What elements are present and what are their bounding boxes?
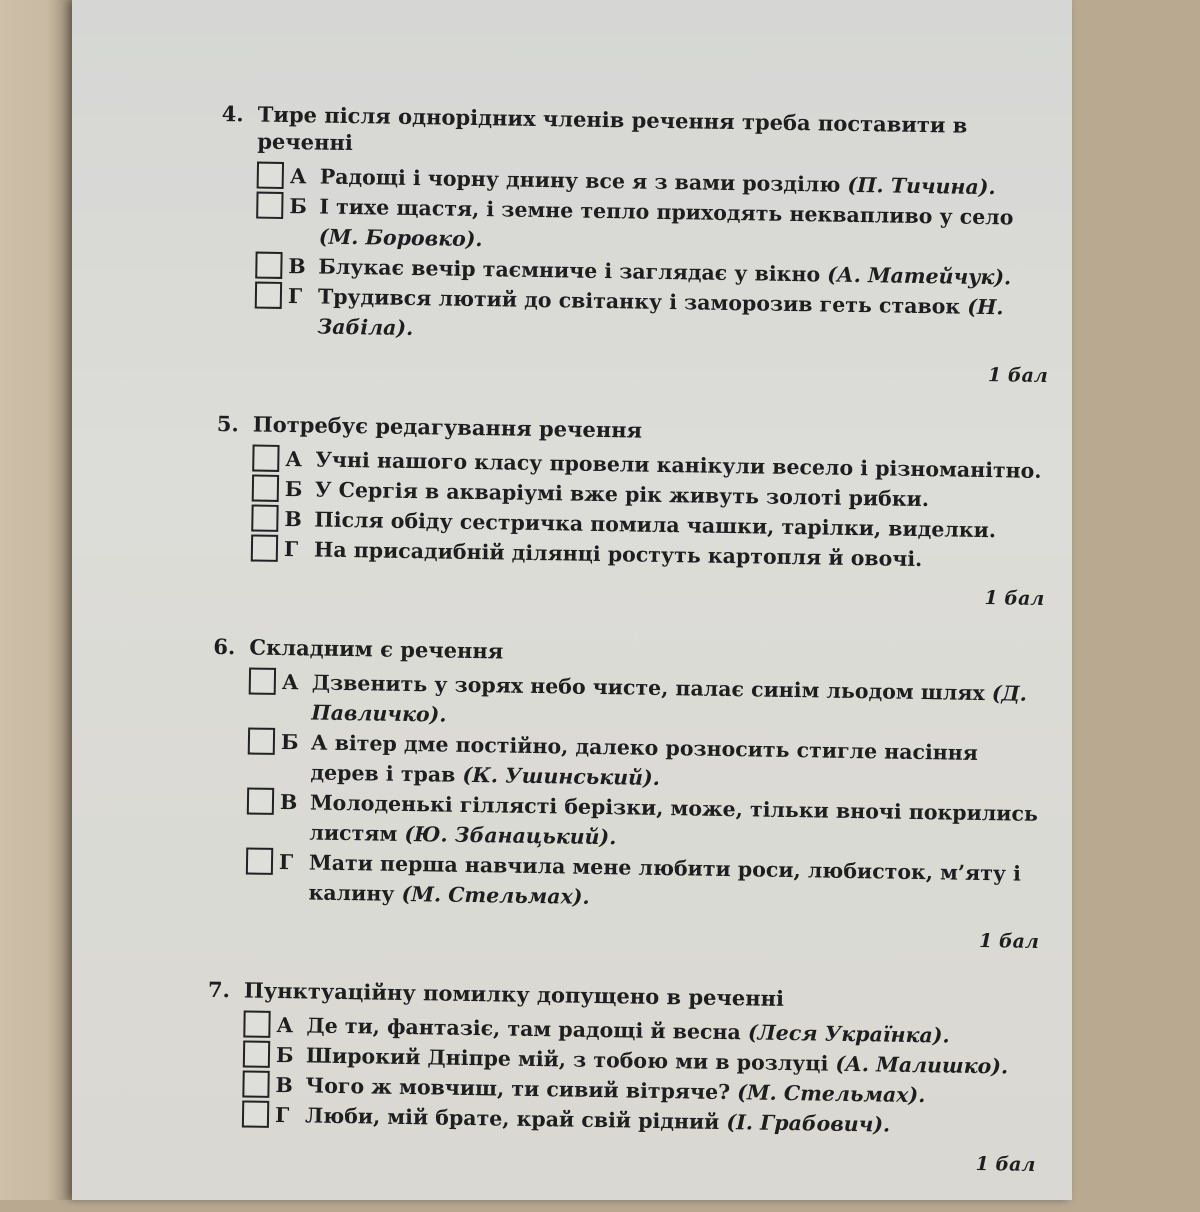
option-letter: Б [275,1042,294,1068]
question-score: 1 бал [978,929,1040,953]
option-d [245,846,1040,918]
answer-options [242,1009,1038,1141]
option-author: (Ю. Збанацький). [404,821,617,850]
option-letter: А [276,1012,294,1038]
book-spine-edge [0,0,78,1200]
option-author: (П. Тичина). [847,172,996,200]
question-number: 6. [213,633,236,660]
answer-checkbox[interactable] [243,1010,270,1037]
question-number: 4. [221,100,244,127]
answer-checkbox[interactable] [248,727,275,754]
question-title: Пунктуаційну помилку допущено в реченні [243,977,785,1011]
option-letter: Г [287,284,303,309]
option-letter: В [284,507,302,532]
question-5 [214,410,1047,612]
option-author: (Н. Забіла). [317,294,1004,341]
option-letter: А [285,447,303,472]
option-letter: В [275,1072,294,1098]
option-sentence: Мати перша навчила мене любити роси, любисток, м’яту і калину [308,850,1022,906]
option-sentence: Трудився лютий до світанку і заморозив геть ставок [317,284,961,319]
question-title: Складним є речення [249,634,504,664]
option-d [254,281,1049,353]
question-number: 7. [207,976,231,1003]
option-author: (І. Грабович). [726,1110,891,1137]
option-letter: Б [284,477,303,502]
answer-checkbox[interactable] [252,475,279,502]
option-sentence: Молоденькі гіллясті берізки, може, тільки вночі покрились листям [309,790,1039,846]
question-score: 1 бал [987,364,1048,388]
question-6 [209,633,1044,955]
option-sentence: Де ти, фантазіє, там радощі й весна [306,1013,741,1045]
answer-checkbox[interactable] [243,1040,270,1067]
answer-checkbox[interactable] [249,667,276,694]
option-sentence: Широкий Дніпре мій, з тобою ми в розлуці [305,1043,829,1076]
option-sentence: Радощі і чорну днину все я з вами розділю [319,164,841,197]
option-author: (Д. Павличко). [311,681,1028,727]
option-sentence: Учні нашого класу провели канікули весело і різноманітно. [315,447,1042,483]
answer-checkbox[interactable] [251,535,278,562]
answer-checkbox[interactable] [247,787,274,814]
option-letter: В [288,254,306,279]
answer-checkbox[interactable] [256,192,283,219]
option-sentence: На присадибній ділянці ростуть картопля й овочі. [313,537,923,572]
option-letter: Г [278,849,294,875]
option-text [308,847,1040,918]
answer-checkbox[interactable] [257,162,284,189]
answer-options [254,161,1051,353]
question-title: Тире після однорідних членів речення треба поставити в реченні [257,101,968,156]
question-score: 1 бал [975,1152,1036,1176]
option-author: (М. Стельмах). [401,881,590,909]
option-sentence: Дзвенить у зорях небо чисте, палає синім льодом шлях [311,670,985,706]
answer-checkbox[interactable] [251,505,278,532]
option-sentence: У Сергія в акваріумі вже рік живуть золоті рибки. [314,477,930,512]
option-sentence: Блукає вечір таємниче і заглядає у вікно [318,254,821,287]
test-content [205,100,1052,1212]
answer-checkbox[interactable] [242,1070,269,1097]
answer-checkbox[interactable] [252,445,279,472]
option-author: (К. Ушинський). [462,762,661,790]
answer-checkbox[interactable] [255,252,282,279]
option-author: (М. Боровко). [318,224,483,252]
book-page [72,0,1072,1200]
option-sentence: І тихе щастя, і земне тепло приходять неквапливо у село [319,194,1014,230]
option-letter: А [281,670,299,695]
question-4 [218,100,1052,389]
option-letter: А [289,164,307,189]
option-text [317,282,1049,353]
option-sentence: А вітер дме постійно, далеко розносить стигле насіння дерев і трав [310,730,979,787]
question-title: Потребує редагування речення [252,411,643,443]
question-number: 5. [216,410,240,437]
option-sentence: Після обіду сестричка помила чашки, тарілки, виделки. [314,507,997,543]
option-author: (А. Малишко). [835,1051,1009,1079]
option-sentence: Люби, мій брате, край свій рідний [304,1103,720,1134]
answer-checkbox[interactable] [242,1100,269,1127]
answer-checkbox[interactable] [255,282,282,309]
option-author: (М. Стельмах). [737,1080,926,1108]
option-author: (Леся Українка). [747,1020,950,1048]
answer-options [251,444,1047,576]
answer-options [245,666,1043,918]
option-letter: Г [283,537,299,562]
option-author: (А. Матейчук). [827,262,1012,290]
question-7 [205,976,1038,1178]
option-letter: Б [289,194,308,219]
option-letter: Б [280,730,299,755]
answer-checkbox[interactable] [246,847,273,874]
option-sentence: Чого ж мовчиш, ти сивий вітряче? [305,1073,731,1105]
question-score: 1 бал [984,587,1045,610]
option-letter: В [279,789,298,815]
question-heading [221,100,1052,167]
option-letter: Г [274,1102,290,1128]
